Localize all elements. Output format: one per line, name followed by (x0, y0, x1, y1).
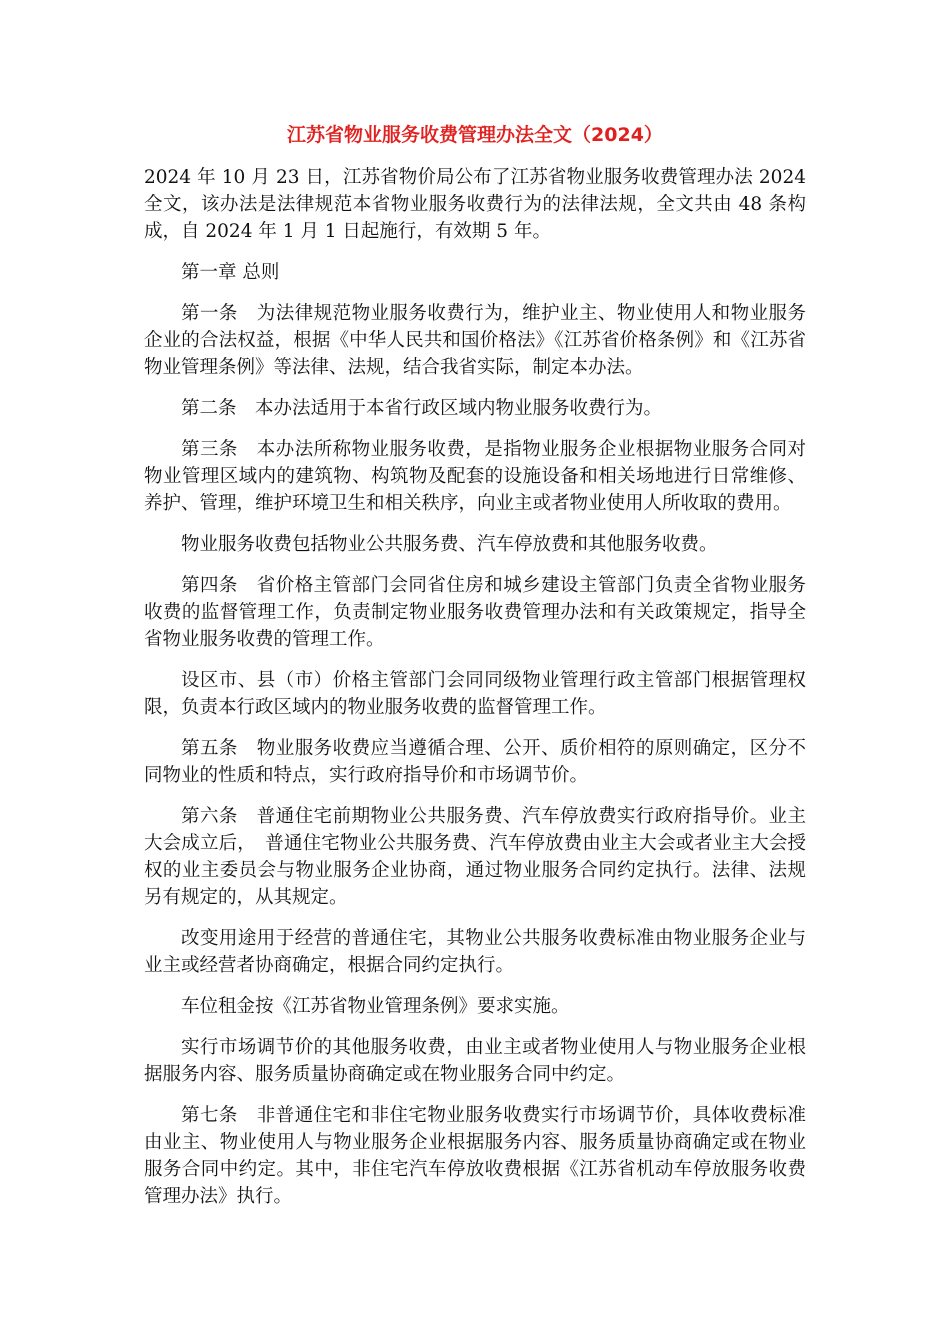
article-7-paragraph: 第七条 非普通住宅和非住宅物业服务收费实行市场调节价，具体收费标准由业主、物业使用人与物业服务企业根据服务内容、服务质量协商确定或在物业服务合同中约定。其中，非住宅汽车停放收费根据《江苏省机动车停放服务收费管理办法》执行。 (144, 1105, 806, 1207)
intro-paragraph: 2024 年 10 月 23 日，江苏省物价局公布了江苏省物业服务收费管理办法 2024 全文，该办法是法律规范本省物业服务收费行为的法律法规，全文共由 48 条构成，自 2024 年 1 月 1 日起施行，有效期 5 年。 (144, 167, 806, 242)
article-3-paragraph: 第三条 本办法所称物业服务收费，是指物业服务企业根据物业服务合同对物业管理区域内的建筑物、构筑物及配套的设施设备和相关场地进行日常维修、养护、管理，维护环境卫生和相关秩序，向业主或者物业使用人所收取的费用。 (144, 439, 806, 514)
article-6-paragraph: 第六条 普通住宅前期物业公共服务费、汽车停放费实行政府指导价。业主大会成立后， 普通住宅物业公共服务费、汽车停放费由业主大会或者业主大会授权的业主委员会与物业服务企业协商，通过物业服务合同约定执行。法律、法规另有规定的，从其规定。 (144, 806, 806, 908)
article-1-paragraph: 第一条 为法律规范物业服务收费行为，维护业主、物业使用人和物业服务企业的合法权益，根据《中华人民共和国价格法》《江苏省价格条例》和《江苏省物业管理条例》等法律、法规，结合我省实际，制定本办法。 (144, 303, 806, 378)
article-6-continuation-1: 改变用途用于经营的普通住宅，其物业公共服务收费标准由物业服务企业与业主或经营者协商确定，根据合同约定执行。 (144, 928, 806, 976)
article-4-paragraph: 第四条 省价格主管部门会同省住房和城乡建设主管部门负责全省物业服务收费的监督管理工作，负责制定物业服务收费管理办法和有关政策规定，指导全省物业服务收费的管理工作。 (144, 575, 806, 650)
article-6-continuation-2: 车位租金按《江苏省物业管理条例》要求实施。 (181, 996, 570, 1017)
article-5-paragraph: 第五条 物业服务收费应当遵循合理、公开、质价相符的原则确定，区分不同物业的性质和特点，实行政府指导价和市场调节价。 (144, 738, 806, 786)
article-2-paragraph: 第二条 本办法适用于本省行政区域内物业服务收费行为。 (181, 398, 663, 419)
chapter-heading: 第一章 总则 (181, 262, 280, 283)
article-3-continuation: 物业服务收费包括物业公共服务费、汽车停放费和其他服务收费。 (181, 534, 718, 555)
document-body (144, 164, 806, 1224)
article-4-continuation: 设区市、县（市）价格主管部门会同同级物业管理行政主管部门根据管理权限，负责本行政区域内的物业服务收费的监督管理工作。 (144, 670, 806, 718)
document-title: 江苏省物业服务收费管理办法全文（2024） (287, 124, 663, 146)
article-6-continuation-3: 实行市场调节价的其他服务收费，由业主或者物业使用人与物业服务企业根据服务内容、服务质量协商确定或在物业服务合同中约定。 (144, 1037, 806, 1085)
